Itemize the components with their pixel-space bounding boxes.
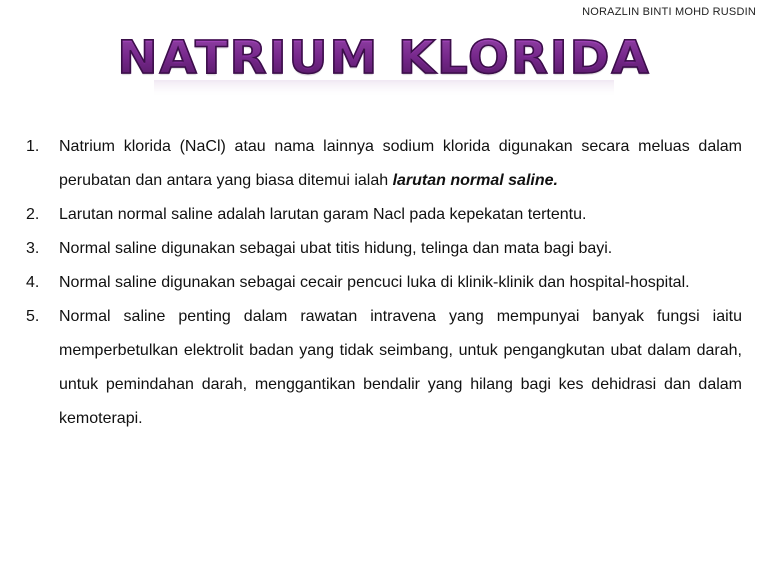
list-item-text: Natrium klorida (NaCl) atau nama lainnya sodium klorida digunakan secara meluas dalam perubatan dan antara yang biasa ditemui ialah bbox=[59, 138, 742, 189]
list-item bbox=[26, 232, 742, 266]
list-item-number: 3. bbox=[26, 240, 40, 257]
list-item-emphasis: larutan normal saline. bbox=[392, 172, 558, 189]
list-item-text: Normal saline digunakan sebagai ubat titis hidung, telinga dan mata bagi bayi. bbox=[59, 240, 613, 257]
list-item bbox=[26, 266, 742, 300]
title-reflection bbox=[154, 80, 614, 98]
list-item-number: 1. bbox=[26, 138, 40, 155]
numbered-list bbox=[26, 130, 742, 436]
list-item-number: 4. bbox=[26, 274, 40, 291]
list-item-number: 5. bbox=[26, 308, 40, 325]
list-item bbox=[26, 300, 742, 436]
slide-title: NATRIUM KLORIDA bbox=[117, 31, 651, 85]
list-item bbox=[26, 130, 742, 198]
author-name: NORAZLIN BINTI MOHD RUSDIN bbox=[582, 6, 756, 18]
slide-content bbox=[26, 130, 742, 436]
title-block bbox=[0, 30, 768, 98]
list-item-text: Normal saline penting dalam rawatan intravena yang mempunyai banyak fungsi iaitu memperbetulkan elektrolit badan yang tidak seimbang, untuk pengangkutan ubat dalam darah, untuk pemindahan darah, menggantikan bendalir yang hilang bagi kes dehidrasi dan dalam kemoterapi. bbox=[59, 308, 742, 427]
list-item-text: Normal saline digunakan sebagai cecair pencuci luka di klinik-klinik dan hospital-hospital. bbox=[59, 274, 690, 291]
list-item bbox=[26, 198, 742, 232]
list-item-text: Larutan normal saline adalah larutan garam Nacl pada kepekatan tertentu. bbox=[59, 206, 587, 223]
list-item-number: 2. bbox=[26, 206, 40, 223]
